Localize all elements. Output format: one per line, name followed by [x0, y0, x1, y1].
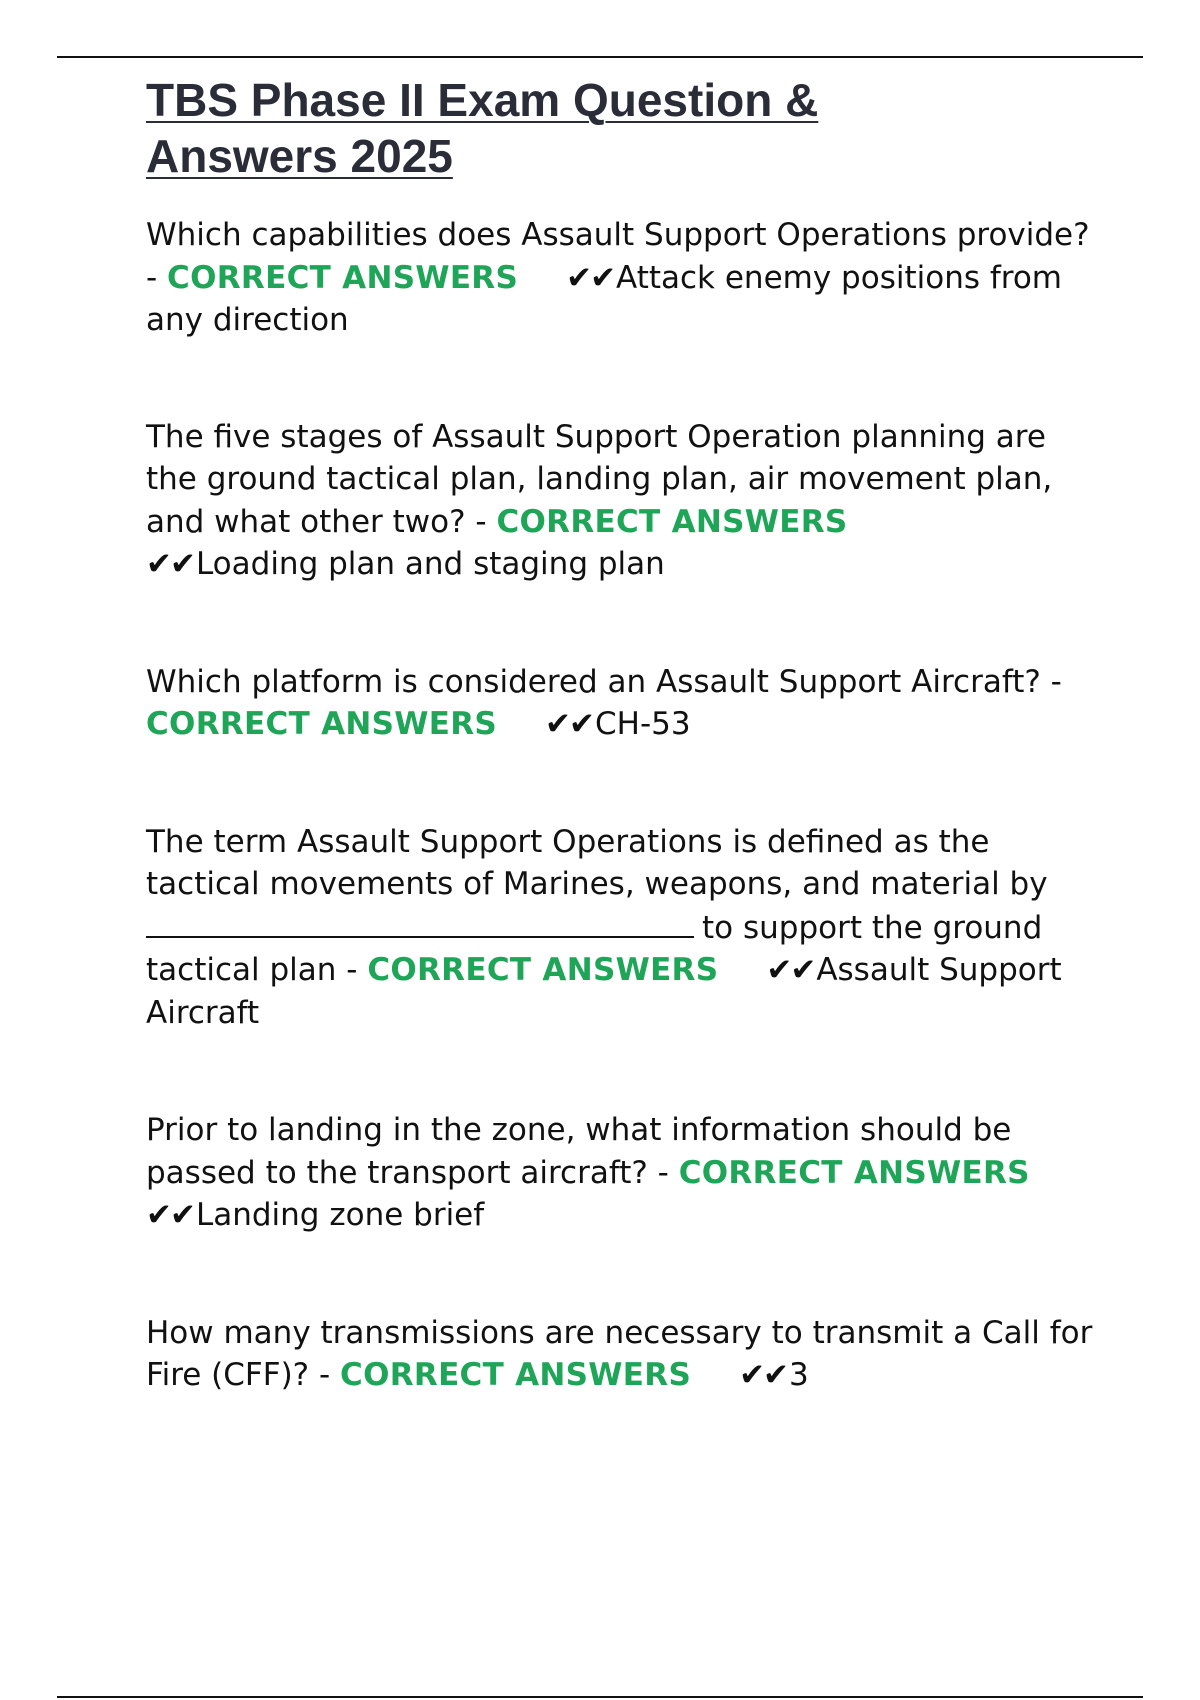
- double-check-icon: ✔✔: [739, 1357, 788, 1393]
- correct-answers-label: CORRECT ANSWERS: [340, 1357, 692, 1393]
- qa-item: [146, 661, 1101, 746]
- correct-answers-label: CORRECT ANSWERS: [167, 259, 519, 296]
- fill-in-blank-line: [146, 906, 694, 938]
- qa-item: [146, 821, 1101, 1035]
- correct-answers-label: CORRECT ANSWERS: [367, 952, 719, 988]
- answer-text: 3: [789, 1357, 809, 1393]
- correct-answers-label: CORRECT ANSWERS: [678, 1154, 1030, 1191]
- title-line-1: TBS Phase II Exam Question &: [146, 74, 819, 126]
- correct-answers-label: CORRECT ANSWERS: [146, 706, 498, 742]
- double-check-icon: ✔✔: [146, 1197, 194, 1233]
- answer-text: CH-53: [595, 706, 691, 742]
- double-check-icon: ✔✔: [545, 706, 593, 742]
- double-check-icon: ✔✔: [146, 546, 194, 582]
- question-text: Which capabilities does Assault Support Operations provide? -: [146, 217, 1090, 296]
- correct-answers-label: CORRECT ANSWERS: [496, 503, 848, 540]
- question-text: Prior to landing in the zone, what information should be passed to the transport aircraft? -: [146, 1112, 1012, 1191]
- answer-text: Assault Support Aircraft: [146, 952, 1062, 1031]
- qa-item: [146, 416, 1101, 586]
- question-text: The term Assault Support Operations is defined as the tactical movements of Marines, weapons, and material by: [146, 823, 1048, 902]
- question-text: The five stages of Assault Support Operation planning are the ground tactical plan, landing plan, air movement plan, and what other two? -: [146, 418, 1053, 540]
- document-title: [146, 72, 1101, 184]
- answer-text: Attack enemy positions from any direction: [146, 259, 1062, 338]
- qa-item: [146, 1312, 1101, 1397]
- qa-item: [146, 1109, 1101, 1237]
- question-text-continued: to support the ground tactical plan -: [146, 909, 1043, 988]
- double-check-icon: ✔✔: [766, 952, 815, 988]
- bottom-rule: [57, 1696, 1143, 1698]
- qa-item: [146, 214, 1101, 342]
- question-text: How many transmissions are necessary to transmit a Call for Fire (CFF)? -: [146, 1314, 1093, 1393]
- top-rule: [57, 56, 1143, 58]
- question-text: Which platform is considered an Assault Support Aircraft? -: [146, 663, 1062, 700]
- answer-text: Landing zone brief: [195, 1197, 485, 1233]
- title-line-2: Answers 2025: [146, 130, 453, 182]
- document-body: [146, 72, 1101, 1397]
- answer-text: Loading plan and staging plan: [195, 546, 665, 582]
- double-check-icon: ✔✔: [566, 259, 615, 296]
